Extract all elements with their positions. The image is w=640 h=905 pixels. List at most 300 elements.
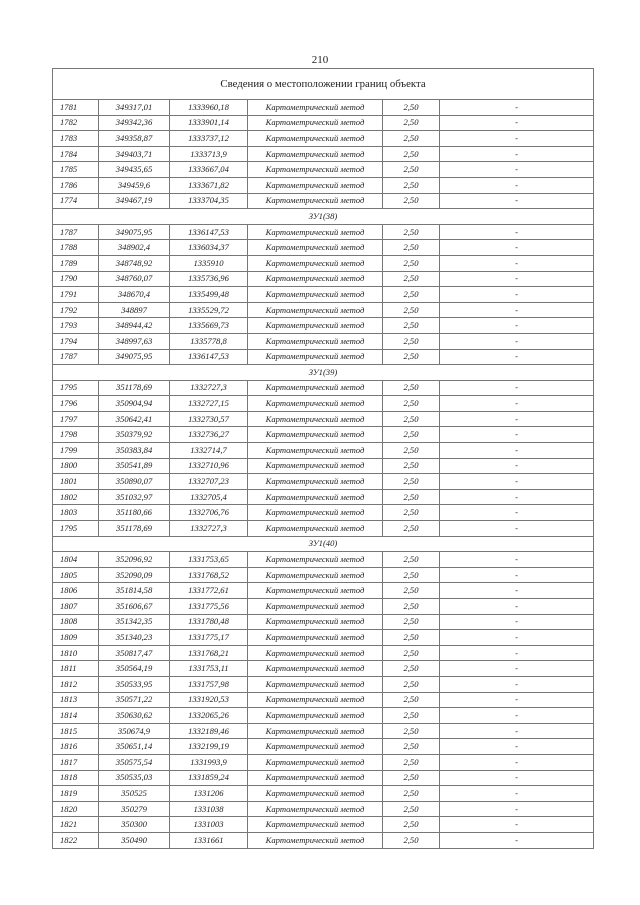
accuracy-cell: 2,50: [383, 692, 440, 708]
coord-y: 1331753,11: [170, 661, 248, 677]
method-cell: Картометрический метод: [248, 458, 383, 474]
accuracy-cell: 2,50: [383, 661, 440, 677]
table-row: [53, 521, 594, 537]
coord-x: 348902,4: [99, 240, 170, 256]
point-number: 1804: [53, 552, 99, 568]
accuracy-cell: 2,50: [383, 645, 440, 661]
table-row: [53, 692, 594, 708]
method-cell: Картометрический метод: [248, 583, 383, 599]
point-number: 1795: [53, 380, 99, 396]
coord-y: 1333737,12: [170, 131, 248, 147]
accuracy-cell: 2,50: [383, 552, 440, 568]
coord-y: 1331775,17: [170, 630, 248, 646]
coord-y: 1336147,53: [170, 224, 248, 240]
point-number: 1795: [53, 521, 99, 537]
description-cell: -: [440, 630, 594, 646]
description-cell: -: [440, 162, 594, 178]
point-number: 1808: [53, 614, 99, 630]
description-cell: -: [440, 567, 594, 583]
method-cell: Картометрический метод: [248, 302, 383, 318]
description-cell: -: [440, 224, 594, 240]
coord-y: 1331768,52: [170, 567, 248, 583]
point-number: 1814: [53, 708, 99, 724]
point-number: 1809: [53, 630, 99, 646]
point-number: 1781: [53, 100, 99, 116]
method-cell: Картометрический метод: [248, 723, 383, 739]
description-cell: -: [440, 739, 594, 755]
point-number: 1803: [53, 505, 99, 521]
point-number: 1812: [53, 676, 99, 692]
point-number: 1791: [53, 287, 99, 303]
accuracy-cell: 2,50: [383, 474, 440, 490]
coord-y: 1331780,48: [170, 614, 248, 630]
point-number: 1794: [53, 333, 99, 349]
method-cell: Картометрический метод: [248, 255, 383, 271]
method-cell: Картометрический метод: [248, 193, 383, 209]
method-cell: Картометрический метод: [248, 614, 383, 630]
point-number: 1783: [53, 131, 99, 147]
accuracy-cell: 2,50: [383, 567, 440, 583]
coord-x: 349403,71: [99, 146, 170, 162]
coord-y: 1331993,9: [170, 754, 248, 770]
page-number: 210: [311, 54, 329, 66]
coord-x: 350904,94: [99, 396, 170, 412]
point-number: 1787: [53, 349, 99, 365]
accuracy-cell: 2,50: [383, 162, 440, 178]
coord-y: 1332189,46: [170, 723, 248, 739]
point-number: 1817: [53, 754, 99, 770]
coord-x: 348997,63: [99, 333, 170, 349]
description-cell: -: [440, 614, 594, 630]
description-cell: -: [440, 661, 594, 677]
point-number: 1796: [53, 396, 99, 412]
description-cell: -: [440, 333, 594, 349]
description-cell: -: [440, 349, 594, 365]
description-cell: -: [440, 786, 594, 802]
method-cell: Картометрический метод: [248, 333, 383, 349]
point-number: 1799: [53, 443, 99, 459]
title-row: [53, 69, 594, 100]
accuracy-cell: 2,50: [383, 817, 440, 833]
table-row: [53, 676, 594, 692]
description-cell: -: [440, 177, 594, 193]
coord-x: 349435,65: [99, 162, 170, 178]
accuracy-cell: 2,50: [383, 131, 440, 147]
coord-x: 350490: [99, 832, 170, 848]
method-cell: Картометрический метод: [248, 708, 383, 724]
description-cell: -: [440, 552, 594, 568]
method-cell: Картометрический метод: [248, 801, 383, 817]
coord-x: 350571,22: [99, 692, 170, 708]
coord-x: 349467,19: [99, 193, 170, 209]
accuracy-cell: 2,50: [383, 583, 440, 599]
accuracy-cell: 2,50: [383, 708, 440, 724]
table-row: [53, 708, 594, 724]
point-number: 1810: [53, 645, 99, 661]
description-cell: -: [440, 474, 594, 490]
coord-x: 350379,92: [99, 427, 170, 443]
method-cell: Картометрический метод: [248, 240, 383, 256]
table-row: [53, 770, 594, 786]
coord-x: 350541,89: [99, 458, 170, 474]
description-cell: -: [440, 271, 594, 287]
accuracy-cell: 2,50: [383, 723, 440, 739]
section-label: ЗУ1(40): [53, 536, 594, 552]
coord-y: 1331757,98: [170, 676, 248, 692]
table-row: [53, 131, 594, 147]
coord-y: 1332714,7: [170, 443, 248, 459]
method-cell: Картометрический метод: [248, 489, 383, 505]
section-row: [53, 209, 594, 225]
coord-y: 1332727,3: [170, 521, 248, 537]
method-cell: Картометрический метод: [248, 177, 383, 193]
coord-y: 1331768,21: [170, 645, 248, 661]
accuracy-cell: 2,50: [383, 146, 440, 162]
coord-y: 1335529,72: [170, 302, 248, 318]
point-number: 1774: [53, 193, 99, 209]
method-cell: Картометрический метод: [248, 396, 383, 412]
coord-y: 1335669,73: [170, 318, 248, 334]
coord-y: 1333667,04: [170, 162, 248, 178]
accuracy-cell: 2,50: [383, 411, 440, 427]
point-number: 1792: [53, 302, 99, 318]
method-cell: Картометрический метод: [248, 287, 383, 303]
method-cell: Картометрический метод: [248, 630, 383, 646]
accuracy-cell: 2,50: [383, 318, 440, 334]
coord-x: 351340,23: [99, 630, 170, 646]
coord-y: 1331206: [170, 786, 248, 802]
method-cell: Картометрический метод: [248, 817, 383, 833]
method-cell: Картометрический метод: [248, 552, 383, 568]
accuracy-cell: 2,50: [383, 614, 440, 630]
accuracy-cell: 2,50: [383, 271, 440, 287]
method-cell: Картометрический метод: [248, 271, 383, 287]
method-cell: Картометрический метод: [248, 739, 383, 755]
accuracy-cell: 2,50: [383, 754, 440, 770]
method-cell: Картометрический метод: [248, 411, 383, 427]
description-cell: -: [440, 458, 594, 474]
coord-x: 352090,09: [99, 567, 170, 583]
table-row: [53, 302, 594, 318]
section-row: [53, 365, 594, 381]
table-row: [53, 287, 594, 303]
accuracy-cell: 2,50: [383, 287, 440, 303]
table-row: [53, 832, 594, 848]
point-number: 1797: [53, 411, 99, 427]
description-cell: -: [440, 599, 594, 615]
description-cell: -: [440, 302, 594, 318]
method-cell: Картометрический метод: [248, 754, 383, 770]
table-row: [53, 333, 594, 349]
description-cell: -: [440, 396, 594, 412]
accuracy-cell: 2,50: [383, 100, 440, 116]
coord-y: 1336147,53: [170, 349, 248, 365]
coord-x: 348670,4: [99, 287, 170, 303]
method-cell: Картометрический метод: [248, 443, 383, 459]
table-row: [53, 380, 594, 396]
coord-x: 350535,03: [99, 770, 170, 786]
table-row: [53, 489, 594, 505]
coord-y: 1331038: [170, 801, 248, 817]
coord-x: 349459,6: [99, 177, 170, 193]
table-row: [53, 599, 594, 615]
coord-x: 349342,36: [99, 115, 170, 131]
point-number: 1819: [53, 786, 99, 802]
accuracy-cell: 2,50: [383, 380, 440, 396]
section-label: ЗУ1(39): [53, 365, 594, 381]
coord-x: 350383,84: [99, 443, 170, 459]
table-row: [53, 411, 594, 427]
description-cell: -: [440, 708, 594, 724]
coord-x: 351178,69: [99, 521, 170, 537]
description-cell: -: [440, 645, 594, 661]
accuracy-cell: 2,50: [383, 521, 440, 537]
method-cell: Картометрический метод: [248, 380, 383, 396]
boundary-table: [52, 68, 594, 849]
coord-y: 1332710,96: [170, 458, 248, 474]
coord-x: 349358,87: [99, 131, 170, 147]
table-row: [53, 630, 594, 646]
table-row: [53, 583, 594, 599]
coord-x: 348897: [99, 302, 170, 318]
table-row: [53, 723, 594, 739]
coord-y: 1335910: [170, 255, 248, 271]
coord-x: 350651,14: [99, 739, 170, 755]
method-cell: Картометрический метод: [248, 832, 383, 848]
point-number: 1815: [53, 723, 99, 739]
description-cell: -: [440, 193, 594, 209]
coord-y: 1332707,23: [170, 474, 248, 490]
method-cell: Картометрический метод: [248, 131, 383, 147]
point-number: 1786: [53, 177, 99, 193]
coord-y: 1331859,24: [170, 770, 248, 786]
table-row: [53, 318, 594, 334]
description-cell: -: [440, 489, 594, 505]
accuracy-cell: 2,50: [383, 333, 440, 349]
table-row: [53, 177, 594, 193]
coord-y: 1331753,65: [170, 552, 248, 568]
accuracy-cell: 2,50: [383, 676, 440, 692]
accuracy-cell: 2,50: [383, 349, 440, 365]
accuracy-cell: 2,50: [383, 739, 440, 755]
accuracy-cell: 2,50: [383, 193, 440, 209]
description-cell: -: [440, 832, 594, 848]
point-number: 1788: [53, 240, 99, 256]
coord-y: 1332706,76: [170, 505, 248, 521]
accuracy-cell: 2,50: [383, 443, 440, 459]
table-row: [53, 224, 594, 240]
accuracy-cell: 2,50: [383, 255, 440, 271]
description-cell: -: [440, 146, 594, 162]
coord-y: 1333704,35: [170, 193, 248, 209]
accuracy-cell: 2,50: [383, 224, 440, 240]
description-cell: -: [440, 427, 594, 443]
table-row: [53, 162, 594, 178]
coord-x: 350890,07: [99, 474, 170, 490]
description-cell: -: [440, 817, 594, 833]
table-row: [53, 193, 594, 209]
table-row: [53, 443, 594, 459]
accuracy-cell: 2,50: [383, 786, 440, 802]
table-row: [53, 786, 594, 802]
coord-y: 1335736,96: [170, 271, 248, 287]
description-cell: -: [440, 240, 594, 256]
accuracy-cell: 2,50: [383, 115, 440, 131]
table-title: Сведения о местоположении границ объекта: [53, 69, 594, 100]
description-cell: -: [440, 505, 594, 521]
description-cell: -: [440, 801, 594, 817]
point-number: 1820: [53, 801, 99, 817]
coord-x: 352096,92: [99, 552, 170, 568]
accuracy-cell: 2,50: [383, 630, 440, 646]
coord-x: 348944,42: [99, 318, 170, 334]
table-row: [53, 396, 594, 412]
coord-x: 350525: [99, 786, 170, 802]
description-cell: -: [440, 521, 594, 537]
table-row: [53, 458, 594, 474]
method-cell: Картометрический метод: [248, 349, 383, 365]
point-number: 1789: [53, 255, 99, 271]
point-number: 1790: [53, 271, 99, 287]
coord-x: 350575,54: [99, 754, 170, 770]
method-cell: Картометрический метод: [248, 115, 383, 131]
description-cell: -: [440, 255, 594, 271]
coord-x: 350300: [99, 817, 170, 833]
coord-x: 351342,35: [99, 614, 170, 630]
description-cell: -: [440, 131, 594, 147]
method-cell: Картометрический метод: [248, 645, 383, 661]
method-cell: Картометрический метод: [248, 599, 383, 615]
table-row: [53, 146, 594, 162]
table-row: [53, 240, 594, 256]
point-number: 1816: [53, 739, 99, 755]
coord-x: 350533,95: [99, 676, 170, 692]
coord-y: 1332727,3: [170, 380, 248, 396]
description-cell: -: [440, 380, 594, 396]
method-cell: Картометрический метод: [248, 521, 383, 537]
point-number: 1802: [53, 489, 99, 505]
point-number: 1782: [53, 115, 99, 131]
point-number: 1806: [53, 583, 99, 599]
method-cell: Картометрический метод: [248, 427, 383, 443]
description-cell: -: [440, 692, 594, 708]
method-cell: Картометрический метод: [248, 770, 383, 786]
coord-y: 1331775,56: [170, 599, 248, 615]
coord-y: 1331003: [170, 817, 248, 833]
table-row: [53, 614, 594, 630]
method-cell: Картометрический метод: [248, 661, 383, 677]
accuracy-cell: 2,50: [383, 505, 440, 521]
method-cell: Картометрический метод: [248, 505, 383, 521]
point-number: 1821: [53, 817, 99, 833]
description-cell: -: [440, 411, 594, 427]
accuracy-cell: 2,50: [383, 177, 440, 193]
coord-y: 1332736,27: [170, 427, 248, 443]
table-row: [53, 349, 594, 365]
coord-y: 1333671,82: [170, 177, 248, 193]
coord-x: 351814,58: [99, 583, 170, 599]
table-row: [53, 115, 594, 131]
coord-y: 1332727,15: [170, 396, 248, 412]
description-cell: -: [440, 754, 594, 770]
table-row: [53, 754, 594, 770]
table-row: [53, 505, 594, 521]
point-number: 1798: [53, 427, 99, 443]
description-cell: -: [440, 443, 594, 459]
description-cell: -: [440, 115, 594, 131]
coord-x: 349317,01: [99, 100, 170, 116]
table-row: [53, 817, 594, 833]
point-number: 1787: [53, 224, 99, 240]
point-number: 1805: [53, 567, 99, 583]
coord-y: 1331661: [170, 832, 248, 848]
method-cell: Картометрический метод: [248, 474, 383, 490]
description-cell: -: [440, 723, 594, 739]
method-cell: Картометрический метод: [248, 567, 383, 583]
coord-x: 350642,41: [99, 411, 170, 427]
coord-y: 1332199,19: [170, 739, 248, 755]
coord-x: 349075,95: [99, 224, 170, 240]
table-row: [53, 552, 594, 568]
coord-y: 1333960,18: [170, 100, 248, 116]
coord-x: 350817,47: [99, 645, 170, 661]
point-number: 1793: [53, 318, 99, 334]
accuracy-cell: 2,50: [383, 832, 440, 848]
table-row: [53, 427, 594, 443]
coord-x: 350564,19: [99, 661, 170, 677]
coord-y: 1333713,9: [170, 146, 248, 162]
table-row: [53, 801, 594, 817]
coord-y: 1332065,26: [170, 708, 248, 724]
point-number: 1801: [53, 474, 99, 490]
coord-x: 350630,62: [99, 708, 170, 724]
accuracy-cell: 2,50: [383, 770, 440, 786]
accuracy-cell: 2,50: [383, 801, 440, 817]
table-row: [53, 474, 594, 490]
point-number: 1813: [53, 692, 99, 708]
table-row: [53, 271, 594, 287]
coord-x: 351178,69: [99, 380, 170, 396]
method-cell: Картометрический метод: [248, 100, 383, 116]
method-cell: Картометрический метод: [248, 224, 383, 240]
description-cell: -: [440, 770, 594, 786]
point-number: 1822: [53, 832, 99, 848]
coord-x: 349075,95: [99, 349, 170, 365]
section-row: [53, 536, 594, 552]
coord-x: 351032,97: [99, 489, 170, 505]
accuracy-cell: 2,50: [383, 240, 440, 256]
point-number: 1784: [53, 146, 99, 162]
point-number: 1785: [53, 162, 99, 178]
point-number: 1807: [53, 599, 99, 615]
method-cell: Картометрический метод: [248, 676, 383, 692]
coord-y: 1331772,61: [170, 583, 248, 599]
table-row: [53, 661, 594, 677]
method-cell: Картометрический метод: [248, 786, 383, 802]
coord-x: 351606,67: [99, 599, 170, 615]
coord-y: 1332705,4: [170, 489, 248, 505]
section-label: ЗУ1(38): [53, 209, 594, 225]
table-row: [53, 255, 594, 271]
coord-x: 348760,07: [99, 271, 170, 287]
description-cell: -: [440, 318, 594, 334]
method-cell: Картометрический метод: [248, 692, 383, 708]
coord-y: 1335778,8: [170, 333, 248, 349]
table-row: [53, 645, 594, 661]
coord-y: 1336034,37: [170, 240, 248, 256]
accuracy-cell: 2,50: [383, 599, 440, 615]
accuracy-cell: 2,50: [383, 427, 440, 443]
